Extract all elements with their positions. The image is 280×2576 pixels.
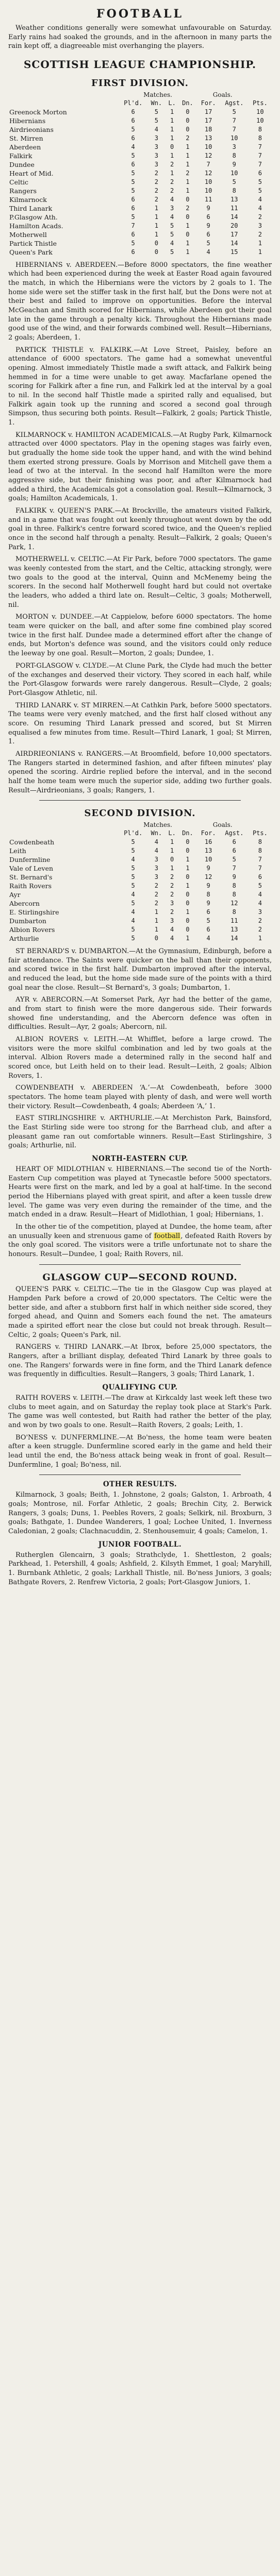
junior-football-heading: JUNIOR FOOTBALL. — [98, 1540, 182, 1549]
table-row: Greenock Morton 6 5 1 0 17 5 10 — [9, 108, 264, 116]
table-row: Partick Thistle 5 0 4 1 5 14 1 — [9, 239, 262, 247]
table-row: St. Bernard's 5 3 2 0 12 9 6 — [9, 873, 262, 881]
table-row: Albion Rovers 5 1 4 0 6 13 2 — [9, 925, 262, 934]
table-row: Arthurlie 5 0 4 1 4 14 1 — [9, 934, 262, 942]
matches-col-group: Matches. — [143, 91, 172, 98]
table-row: Dumbarton 4 1 3 0 5 11 2 — [9, 917, 262, 925]
table-row: P.Glasgow Ath. 5 1 4 0 6 14 2 — [9, 213, 262, 221]
match-report-stbernards: ST BERNARD'S v. DUMBARTON.—At the Gymnasium, Edinburgh, before a fair attendance. The Saints were quicker on the ball than their opponents, and scored twice in the first half. Dumbarton improved after the interval, and reduced the lead, but the home side made sure of the points with a third goal near the close. Result—St Bernard's, 3 goals; Dumbarton, 1. — [8, 947, 272, 992]
match-report-northeastern: HEART OF MIDLOTHIAN v. HIBERNIANS.—The second tie of the North-Eastern Cup competition was played at Tynecastle before 5000 spectators. Hearts were first on the mark, and led by a goal at half-time. In the second period the Hibernians played with great spirit, and after a keen tussle drew level. The game was very even during the remainder of the time, and the match ended in a draw. Result—Heart of Midlothian, 1 goal; Hibernians, 1. — [8, 1165, 272, 1219]
other-results-heading: OTHER RESULTS. — [103, 1480, 177, 1489]
match-report-portglasgow: PORT-GLASGOW v. CLYDE.—At Clune Park, the Clyde had much the better of the exchanges and deserved their victory. They scored in each half, while the Port-Glasgow forwards were rarely dangerous. Result—Clyde, 2 goals; Port-Glasgow Athletic, nil. — [8, 662, 272, 697]
other-results-list: Kilmarnock, 3 goals; Beith, 1. Johnstone, 2 goals; Galston, 1. Arbroath, 4 goals; Montrose, nil. Forfar Athletic, 2 goals; Brechin City, 2. Berwick Rangers, 3 goals; Duns, 1. Peebles Rovers, 2 goals; Selkirk, nil. Broxburn, 3 goals; Bathgate, 1. Dundee Wanderers, 1 goal; Lochee United, 1. Inverness Caledonian, 2 goals; Clachnacuddin, 2. Stenhousemuir, 4 goals; Camelon, 1. — [8, 1491, 272, 1536]
col-drawn: Dn. — [182, 99, 193, 107]
second-division-table — [8, 821, 272, 943]
page-header: FOOTBALL — [96, 7, 184, 21]
table-row: Vale of Leven 5 3 1 1 9 7 7 — [9, 864, 262, 872]
qualifying-cup-heading: QUALIFYING CUP. — [102, 1383, 178, 1392]
table-row: Ayr 4 2 2 0 8 8 4 — [9, 890, 262, 899]
first-division-body — [8, 108, 272, 257]
intro-paragraph: Weather conditions generally were somewhat unfavourable on Saturday. Early rains had soaked the grounds, and in the afternoon in many parts the rain kept off, a diagreeable mist overhanging the players. — [8, 24, 272, 50]
match-report-glasgowcup2: RANGERS v. THIRD LANARK.—At Ibrox, before 25,000 spectators, the Rangers, after a brilliant display, defeated Third Lanark by three goals to one. The Rangers' forwards were in fine form, and the Third Lanark defence was frequently in difficulties. Result—Rangers, 3 goals; Third Lanark, 1. — [8, 1343, 272, 1379]
junior-results-list: Rutherglen Glencairn, 3 goals; Strathclyde, 1. Shettleston, 2 goals; Parkhead, 1. Petershill, 4 goals; Ashfield, 2. Kilsyth Emmet, 1 goal; Maryhill, 1. Burnbank Athletic, 2 goals; Larkhall Thistle, nil. Bo'ness Juniors, 3 goals; Bathgate Rovers, 2. Renfrew Victoria, 2 goals; Port-Glasgow Juniors, 1. — [8, 1551, 272, 1586]
table-row: Celtic 5 2 2 1 10 5 5 — [9, 178, 262, 186]
table-row: Queen's Park 6 0 5 1 4 15 1 — [9, 248, 262, 256]
col-against: Agst. — [225, 99, 244, 107]
first-division-table — [8, 91, 272, 257]
section-divider — [39, 1264, 241, 1265]
col-won-2: Wn. — [151, 829, 162, 837]
table-row: Dunfermline 4 3 0 1 10 5 7 — [9, 855, 262, 863]
matches-col-group-2: Matches. — [143, 821, 172, 828]
table-row: Hibernians 6 5 1 0 17 7 10 — [9, 116, 264, 125]
table-row: Falkirk 5 3 1 1 12 8 7 — [9, 151, 262, 160]
col-played-2: Pl'd. — [124, 829, 143, 837]
col-for-2: For. — [201, 829, 216, 837]
col-played: Pl'd. — [124, 99, 143, 107]
table-row: Rangers 5 2 2 1 10 8 5 — [9, 187, 262, 195]
table-row: Heart of Mid. 5 2 1 2 12 10 6 — [9, 169, 262, 177]
table-row: Raith Rovers 5 2 2 1 9 8 5 — [9, 882, 262, 890]
match-report-cowdenbeath: COWDENBEATH v. ABERDEEN ‘A.’—At Cowdenbeath, before 3000 spectators. The home team played with plenty of dash, and were well worth their victory. Result—Cowdenbeath, 4 goals; Aberdeen ‘A,’ 1. — [8, 1084, 272, 1110]
match-report-motherwell: MOTHERWELL v. CELTIC.—At Fir Park, before 7000 spectators. The game was keenly contested from the start, and the Celtic, attacking strongly, were two goals to the good at the interval, Quinn and McMenemy being the scorers. In the second half Motherwell fought hard but could not overtake the leaders, who added a third late on. Result—Celtic, 3 goals; Motherwell, nil. — [8, 555, 272, 609]
second-division-title: SECOND DIVISION. — [84, 808, 196, 819]
col-points-2: Pts. — [252, 829, 268, 837]
table-row: Third Lanark 6 1 3 2 9 11 4 — [9, 204, 262, 212]
match-report-ayr: AYR v. ABERCORN.—At Somerset Park, Ayr had the better of the game, and from start to finish were the more dangerous side. Their forwards showed fine understanding, and the Abercorn defence was often in difficulties. Result—Ayr, 2 goals; Abercorn, nil. — [8, 996, 272, 1031]
section-divider — [39, 800, 241, 801]
match-report-qualifying: RAITH ROVERS v. LEITH.—The draw at Kirkcaldy last week left these two clubs to meet again, and on Saturday the replay took place at Stark's Park. The game was well contested, but Raith had rather the better of the play, and won by two goals to one. Result—Raith Rovers, 2 goals; Leith, 1. — [8, 1394, 272, 1429]
col-lost: L. — [168, 99, 176, 107]
table-row: Kilmarnock 6 2 4 0 11 13 4 — [9, 195, 262, 204]
table-row: Dundee 6 3 2 1 7 9 7 — [9, 160, 262, 168]
glasgow-cup-title: GLASGOW CUP—SECOND ROUND. — [42, 1272, 238, 1283]
match-report-thistle: PARTICK THISTLE v. FALKIRK.—At Love Street, Paisley, before an attendance of 6000 spectators. The game had a somewhat uneventful opening. Almost immediately Thistle made a swift attack, and Falkirk being hemmed in for a time were unable to get away. Macfarlane opened the scoring for Falkirk after a fine run, and Falkirk led at the interval by a goal to nil. In the second half Thistle made a spirited rally and equalised, but Falkirk again took up the running and scored a second goal through Simpson, thus securing both points. Result—Falkirk, 2 goals; Partick Thistle, 1. — [8, 346, 272, 427]
match-report-albion: ALBION ROVERS v. LEITH.—At Whifflet, before a large crowd. The visitors were the more skilful combination and led by two goals at the interval. Albion Rovers made a determined rally in the second half and scored once, but Leith held on to their lead. Result—Leith, 2 goals; Albion Rovers, 1. — [8, 1035, 272, 1080]
col-against-2: Agst. — [225, 829, 244, 837]
match-report-falkirk: FALKIRK v. QUEEN'S PARK.—At Brockville, the amateurs visited Falkirk, and in a game that was fought out keenly throughout went down by the odd goal in three. Falkirk's centre forward scored twice, and the Queen's replied once in the second half through a penalty. Result—Falkirk, 2 goals; Queen's Park, 1. — [8, 507, 272, 551]
table-row: Leith 5 4 1 0 13 6 8 — [9, 846, 262, 855]
match-report-morton: MORTON v. DUNDEE.—At Cappielow, before 6000 spectators. The home team were quicker on the ball, and after some fine combined play scored twice in the first half. Dundee made a determined effort after the change of ends, but Morton's defence was sound, and the visitors could only reduce the leeway by one goal. Result—Morton, 2 goals; Dundee, 1. — [8, 613, 272, 658]
match-report-glasgowcup: QUEEN'S PARK v. CELTIC.—The tie in the Glasgow Cup was played at Hampden Park before a crowd of 20,000 spectators. The Celtic were the better side, and after a stubborn first half in which neither side scored, they forged ahead, and Quinn and Somers each found the net. The amateurs made a spirited effort near the close but could not break through. Result—Celtic, 2 goals; Queen's Park, nil. — [8, 1285, 272, 1339]
football-paragraph-lead: In the other tie of the competition, played at Dundee, the home team, after an unusually keen and strenuous game of — [8, 1223, 272, 1240]
goals-col-group: Goals. — [212, 91, 233, 98]
table-row: E. Stirlingshire 4 1 2 1 6 8 3 — [9, 908, 262, 916]
table-row: St. Mirren 6 3 1 2 13 10 8 — [9, 134, 262, 142]
match-report-dundee — [8, 1223, 272, 1259]
north-eastern-cup-heading: NORTH-EASTERN CUP. — [92, 1154, 188, 1163]
col-drawn-2: Dn. — [182, 829, 193, 837]
col-for: For. — [201, 99, 216, 107]
table-row: Cowdenbeath 5 4 1 0 16 6 8 — [9, 838, 262, 846]
match-report-thirdlanark: THIRD LANARK v. ST MIRREN.—At Cathkin Park, before 5000 spectators. The teams were very evenly matched, and the first half closed without any score. On resuming Third Lanark pressed and scored, but St Mirren equalised a few minutes from time. Result—Third Lanark, 1 goal; St Mirren, 1. — [8, 701, 272, 746]
match-report-airdrie: AIRDRIEONIANS v. RANGERS.—At Broomfield, before 10,000 spectators. The Rangers started in determined fashion, and after fifteen minutes' play opened the scoring. Airdrie replied before the interval, and in the second half the home team were much the superior side, adding two further goals. Result—Airdrieonians, 3 goals; Rangers, 1. — [8, 750, 272, 794]
table-row: Motherwell 6 1 5 0 6 17 2 — [9, 230, 262, 239]
goals-col-group-2: Goals. — [212, 821, 233, 828]
table-row: Airdrieonians 5 4 1 0 18 7 8 — [9, 125, 262, 133]
col-points: Pts. — [252, 99, 268, 107]
first-division-title-b: FIRST DIVISION. — [91, 78, 189, 89]
football-paragraph-tail: , defeated Raith Rovers by the only goal scored. The visitors were a trifle unfortunate not to share the honours. Result—Dundee, 1 goal; Raith Rovers, nil. — [8, 1232, 272, 1258]
col-lost-2: L. — [168, 829, 176, 837]
match-report-eaststirling: EAST STIRLINGSHIRE v. ARTHURLIE.—At Merchiston Park, Bainsford, the East Stirling side were too strong for the Barrhead club, and after a pleasant game ran out comfortable winners. Result—East Stirlingshire, 3 goals; Arthurlie, nil. — [8, 1114, 272, 1150]
first-division-title-a: SCOTTISH LEAGUE CHAMPIONSHIP. — [23, 58, 256, 71]
match-report-qualifying2: BO'NESS v. DUNFERMLINE.—At Bo'ness, the home team were beaten after a keen struggle. Dunfermline scored early in the game and held their lead until the end, the Bo'ness attack being weak in front of goal. Result—Dunfermline, 1 goal; Bo'ness, nil. — [8, 1433, 272, 1469]
table-row: Abercorn 5 2 3 0 9 12 4 — [9, 899, 262, 907]
second-division-body — [8, 838, 272, 943]
match-report-hibs: HIBERNIANS v. ABERDEEN.—Before 8000 spectators, the fine weather which had been experienced during the week at Easter Road again favoured the match, in which the Hibernians were the victors by 2 goals to 1. The home side were set the stiffer task in the first half, but the Dons were not at their best and failed to improve on opportunities. Before the interval McGeachan and Smith scored for Hibernians, while Aberdeen got their goal late in the game through a penalty kick. Throughout the Hibernians made good use of the wind, and their forwards combined well. Result—Hibernians, 2 goals; Aberdeen, 1. — [8, 261, 272, 342]
table-row: Aberdeen 4 3 0 1 10 3 7 — [9, 143, 262, 151]
match-report-kilmarnock: KILMARNOCK v. HAMILTON ACADEMICALS.—At Rugby Park, Kilmarnock attracted over 4000 spectators. Play in the opening stages was fairly even, but gradually the home side took the upper hand, and with the wind behind them exerted strong pressure. Goals by Morrison and Mitchell gave them a lead of two at the interval. In the second half Hamilton were the more aggressive side, but their finishing was poor, and after Kilmarnock had added a third, the Academicals got a consolation goal. Result—Kilmarnock, 3 goals; Hamilton Academicals, 1. — [8, 431, 272, 503]
table-row: Hamilton Acads. 7 1 5 1 9 20 3 — [9, 222, 262, 230]
search-highlight: football — [154, 1232, 180, 1240]
col-won: Wn. — [151, 99, 162, 107]
